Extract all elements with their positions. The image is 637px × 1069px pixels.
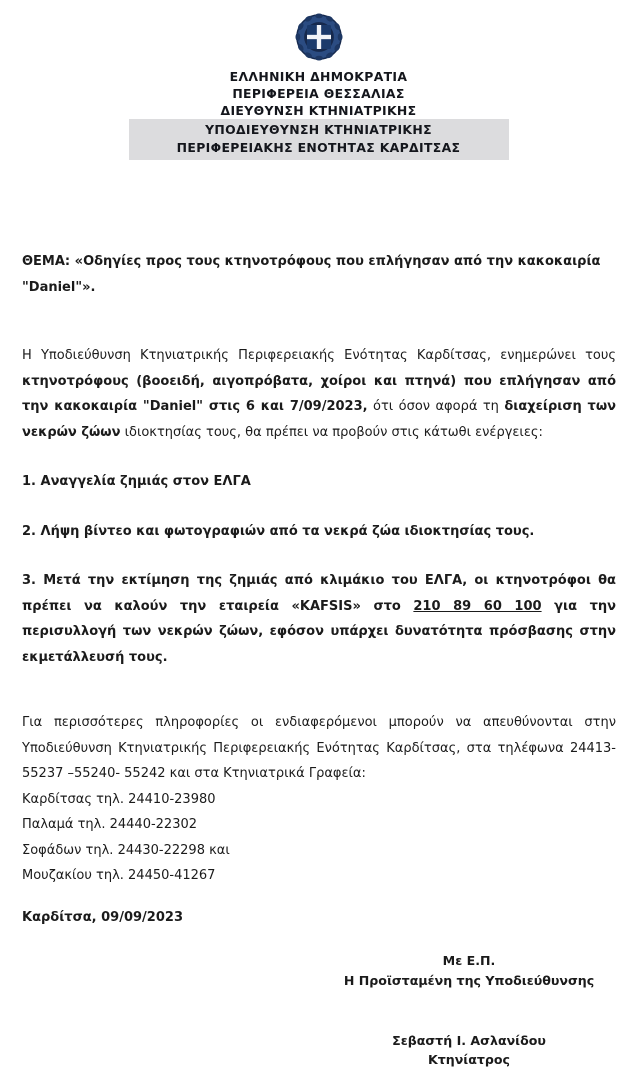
signature-role: Κτηνίατρος [427,1051,511,1067]
organization-highlight-band [129,119,509,160]
signature-by-order: Με Ε.Π. [442,952,496,968]
spacer [22,313,616,343]
signature-name: Σεβαστή Ι. Ασλανίδου [392,1032,546,1048]
kafsis-phone-number[interactable]: 210 89 60 100 [413,598,542,614]
dateline: Καρδίτσα, 09/09/2023 [22,909,183,925]
signature-title: Η Προϊσταμένη της Υποδιεύθυνσης [343,972,595,988]
intro-part-4-bold: διαχείριση των νεκρών ζώων [22,399,616,440]
org-line-subdirectorate: ΥΠΟΔΙΕΥΘΥΝΣΗ ΚΤΗΝΙΑΤΡΙΚΗΣ [205,122,432,137]
spacer [22,889,616,907]
org-line-region: ΠΕΡΙΦΕΡΕΙΑ ΘΕΣΣΑΛΙΑΣ [232,86,405,101]
list-item-2-number: 2. [22,523,36,539]
list-item-2-text: Λήψη βίντεο και φωτογραφιών από τα νεκρά ζώα ιδιοκτησίας τους. [40,523,535,539]
org-line-regional-unit: ΠΕΡΙΦΕΡΕΙΑΚΗΣ ΕΝΟΤΗΤΑΣ ΚΑΡΔΙΤΣΑΣ [176,140,461,155]
list-item-3-text-after: για την περισυλλογή των νεκρών ζώων, εφόσον υπάρχει δυνατότητα πρόσβασης στην εκμετάλλευσή τους. [22,598,616,665]
list-item-1-number: 1. [22,474,36,489]
signature-name-block [322,1031,616,1069]
contact-paragraph: Για περισσότερες πληροφορίες οι ενδιαφερόμενοι μπορούν να απευθύνονται στην Υποδιεύθυνση Κτηνιατρικής Περιφερειακής Ενότητας Καρδίτσας, στα τηλέφωνα 24413-55237 –55240- 55242 και στα Κτηνιατρικά Γραφεία: [22,715,616,781]
letterhead [0,0,637,160]
office-line-mouzaki: Μουζακίου τηλ. 24450-41267 [22,868,216,883]
intro-paragraph [22,343,616,445]
list-item-1-text: Αναγγελία ζημιάς στον ΕΛΓΑ [40,474,251,489]
document-body [22,236,616,1069]
list-item-1 [22,469,616,495]
intro-part-5: ιδιοκτησίας τους, θα πρέπει να προβούν στις κάτωθι ενέργειες: [120,424,543,440]
office-line-palama: Παλαμά τηλ. 24440-22302 [22,817,198,832]
emblem-container [0,8,637,66]
org-line-country: ΕΛΛΗΝΙΚΗ ΔΗΜΟΚΡΑΤΙΑ [229,69,408,84]
list-item-3 [22,568,616,670]
office-line-karditsa: Καρδίτσας τηλ. 24410-23980 [22,791,216,807]
spacer [22,495,616,519]
office-line-sofades: Σοφάδων τηλ. 24430-22298 και [22,842,230,858]
list-item-3-number: 3. [22,573,36,588]
hellenic-republic-coat-of-arms-icon [295,13,343,61]
signature-block [22,951,616,1069]
subject-line [22,249,616,300]
subject-label: ΘΕΜΑ: [22,254,71,269]
subject-text: «Οδηγίες προς τους κτηνοτρόφους που επλήγησαν από την κακοκαιρία "Daniel"». [22,254,601,295]
spacer [22,544,616,568]
org-line-directorate: ΔΙΕΥΘΥΝΣΗ ΚΤΗΝΙΑΤΡΙΚΗΣ [220,103,417,118]
spacer [22,670,616,710]
intro-part-2-bold: κτηνοτρόφους (βοοειδή, αιγοπρόβατα, χοίροι και πτηνά) που επλήγησαν από την κακοκαιρία "Daniel" στις 6 και 7/09/2023, [22,373,616,414]
list-item-3-text-before: Μετά την εκτίμηση της ζημιάς από κλιμάκιο του ΕΛΓΑ, οι κτηνοτρόφοι θα πρέπει να καλούν την εταιρεία «KAFSIS» στο [22,573,616,614]
organization-lines [0,68,637,160]
intro-part-1: Η Υποδιεύθυνση Κτηνιατρικής Περιφερειακής Ενότητας Καρδίτσας, ενημερώνει τους [22,348,616,363]
intro-part-3: ότι όσον αφορά τη [367,399,505,414]
list-item-2 [22,519,616,545]
spacer [22,445,616,469]
